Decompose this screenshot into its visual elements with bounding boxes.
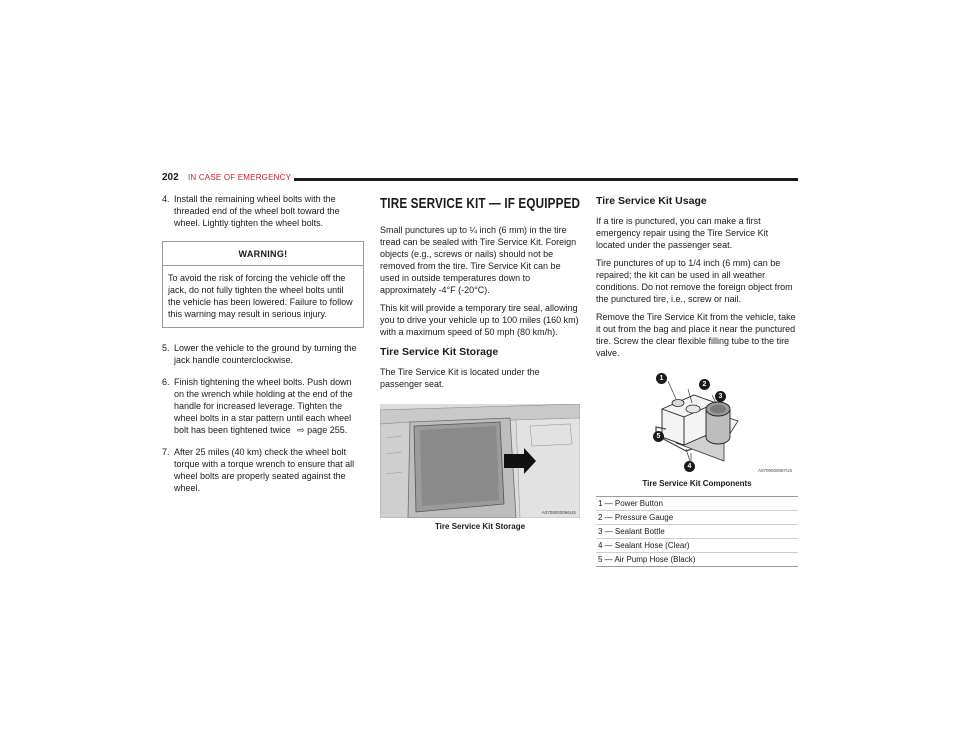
figure-id: A0709000067US: [758, 468, 793, 473]
tire-service-kit-illustration: [596, 365, 798, 475]
page-reference-icon: ⇨: [297, 425, 305, 435]
components-figure: [596, 365, 798, 475]
step-text: Finish tightening the wheel bolts. Push down on the wrench while holding at the end of the handle for increased leverage. Tighten the wheel bolts in a star pattern until each wheel bolt has been tightened twice: [174, 377, 353, 435]
warning-box: [162, 241, 364, 328]
legend-item: 3 — Sealant Bottle: [596, 524, 798, 538]
warning-title: WARNING!: [163, 242, 363, 266]
column-left: [162, 193, 364, 504]
legend-item: 5 — Air Pump Hose (Black): [596, 552, 798, 566]
legend-item: 2 — Pressure Gauge: [596, 510, 798, 524]
step-6: [162, 376, 364, 436]
section-title: IN CASE OF EMERGENCY: [188, 173, 292, 182]
header-rule: [294, 178, 798, 181]
column-middle: [380, 193, 580, 531]
page-reference-link[interactable]: page 255.: [307, 425, 348, 435]
callout-2: 2: [699, 379, 710, 390]
intro-paragraph: Small punctures up to ¼ inch (6 mm) in the tire tread can be sealed with Tire Service Kit. Foreign objects (e.g., screws or nails) should not be removed from the tire. Tire Service Kit can be used in outside temperatures down to approximately -4°F (-20°C).: [380, 225, 577, 295]
seal-paragraph: This kit will provide a temporary tire seal, allowing you to drive your vehicle up to 100 miles (160 km) with a maximum speed of 50 mph (80 km/h).: [380, 303, 579, 337]
usage-paragraph-1: If a tire is punctured, you can make a first emergency repair using the Tire Service Kit located under the passenger seat.: [596, 216, 769, 250]
step-text: After 25 miles (40 km) check the wheel bolt torque with a torque wrench to ensure that all wheel bolts are properly seated against the wheel.: [174, 447, 355, 493]
callout-4: 4: [684, 461, 695, 472]
page-number: 202: [162, 172, 179, 183]
callout-3: 3: [715, 391, 726, 402]
storage-heading: Tire Service Kit Storage: [380, 346, 499, 358]
step-5: [162, 342, 364, 366]
legend-item: 1 — Power Button: [596, 496, 798, 510]
step-4: [162, 193, 364, 229]
usage-paragraph-2: Tire punctures of up to 1/4 inch (6 mm) can be repaired; the kit can be used in all weather conditions. Do not remove the foreign object from the punctured tire, i.e., screw or nail.: [596, 258, 793, 304]
step-number: 5.: [162, 343, 170, 353]
figure-id: A0709000066US: [541, 510, 576, 515]
seat-storage-illustration: [380, 404, 580, 518]
legend-item: 4 — Sealant Hose (Clear): [596, 538, 798, 552]
figure-caption: Tire Service Kit Storage: [434, 522, 526, 531]
storage-paragraph: The Tire Service Kit is located under the passenger seat.: [380, 367, 540, 389]
column-right: [596, 193, 798, 567]
step-number: 6.: [162, 377, 170, 387]
callout-1: 1: [656, 373, 667, 384]
usage-heading: Tire Service Kit Usage: [596, 195, 707, 207]
step-number: 4.: [162, 194, 170, 204]
section-heading: TIRE SERVICE KIT — IF EQUIPPED: [380, 195, 581, 212]
figure-caption: Tire Service Kit Components: [642, 479, 752, 488]
step-text: Lower the vehicle to the ground by turning the jack handle counterclockwise.: [174, 343, 357, 365]
usage-paragraph-3: Remove the Tire Service Kit from the vehicle, take it out from the bag and place it near the punctured tire. Screw the clear flexible filling tube to the tire valve.: [596, 312, 796, 358]
step-text: Install the remaining wheel bolts with the threaded end of the wheel bolt toward the wheel. Lightly tighten the wheel bolts.: [174, 194, 340, 228]
warning-text: To avoid the risk of forcing the vehicle off the jack, do not fully tighten the wheel bolts until the vehicle has been lowered. Failure to follow this warning may result in serious injury.: [168, 273, 353, 319]
storage-figure: [380, 404, 580, 518]
components-legend: [596, 496, 798, 567]
step-number: 7.: [162, 447, 170, 457]
page-header: [162, 172, 798, 186]
callout-5: 5: [653, 431, 664, 442]
step-7: [162, 446, 364, 494]
